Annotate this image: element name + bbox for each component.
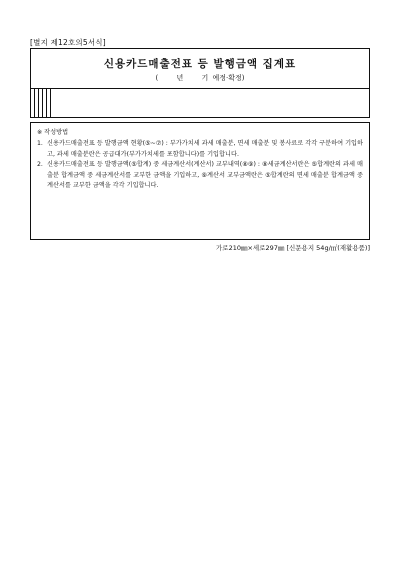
- note-item: [37, 160, 363, 191]
- note-text: 신용카드매출전표 등 발행금액(⑤합계) 중 세금계산서(계산서) 교부내역(⑧⑨) : ⑧세금계산서란은 ⑤합계란의 과세 매출분 합계금액 중 세금계산서를 교부한 금액을 기입하고, ⑨계산서 교부금액란은 ⑤합계란의 면세 매출분 합계금액 중 계산서를 교부한 금액을 각각 기입합니다.: [47, 161, 363, 190]
- business-number-cell: [47, 89, 51, 117]
- notes-box: [30, 122, 370, 240]
- form-title: 신용카드매출전표 등 발행금액 집계표: [103, 58, 297, 70]
- form-header-box: [30, 48, 370, 118]
- form-number: [별지 제12호의5서식]: [30, 38, 106, 47]
- subtitle-year: 년: [176, 74, 184, 82]
- note-number: 1.: [37, 140, 43, 148]
- note-number: 2.: [37, 161, 43, 169]
- subtitle-open: (: [155, 74, 159, 82]
- note-text: 신용카드매출전표 등 발행금액 현황(⑤~⑦) : 부가가치세 과세 매출분, 면세 매출분 및 봉사료로 각각 구분하여 기입하고, 과세 매출분란은 공급대가(부가가치세를 포함합니다)를 기입합니다.: [47, 140, 363, 158]
- form-subtitle: [31, 73, 369, 83]
- paper-spec: 가로210㎜×세로297㎜ [신문용지 54g/㎡(재활용품)]: [216, 244, 370, 252]
- notes-heading: ※ 작성방법: [37, 129, 69, 136]
- subtitle-period: 기: [201, 74, 209, 82]
- subtitle-status: 예정·확정): [212, 74, 245, 82]
- title-area: [31, 49, 369, 89]
- business-number-cells: [31, 89, 51, 117]
- note-item: [37, 139, 363, 160]
